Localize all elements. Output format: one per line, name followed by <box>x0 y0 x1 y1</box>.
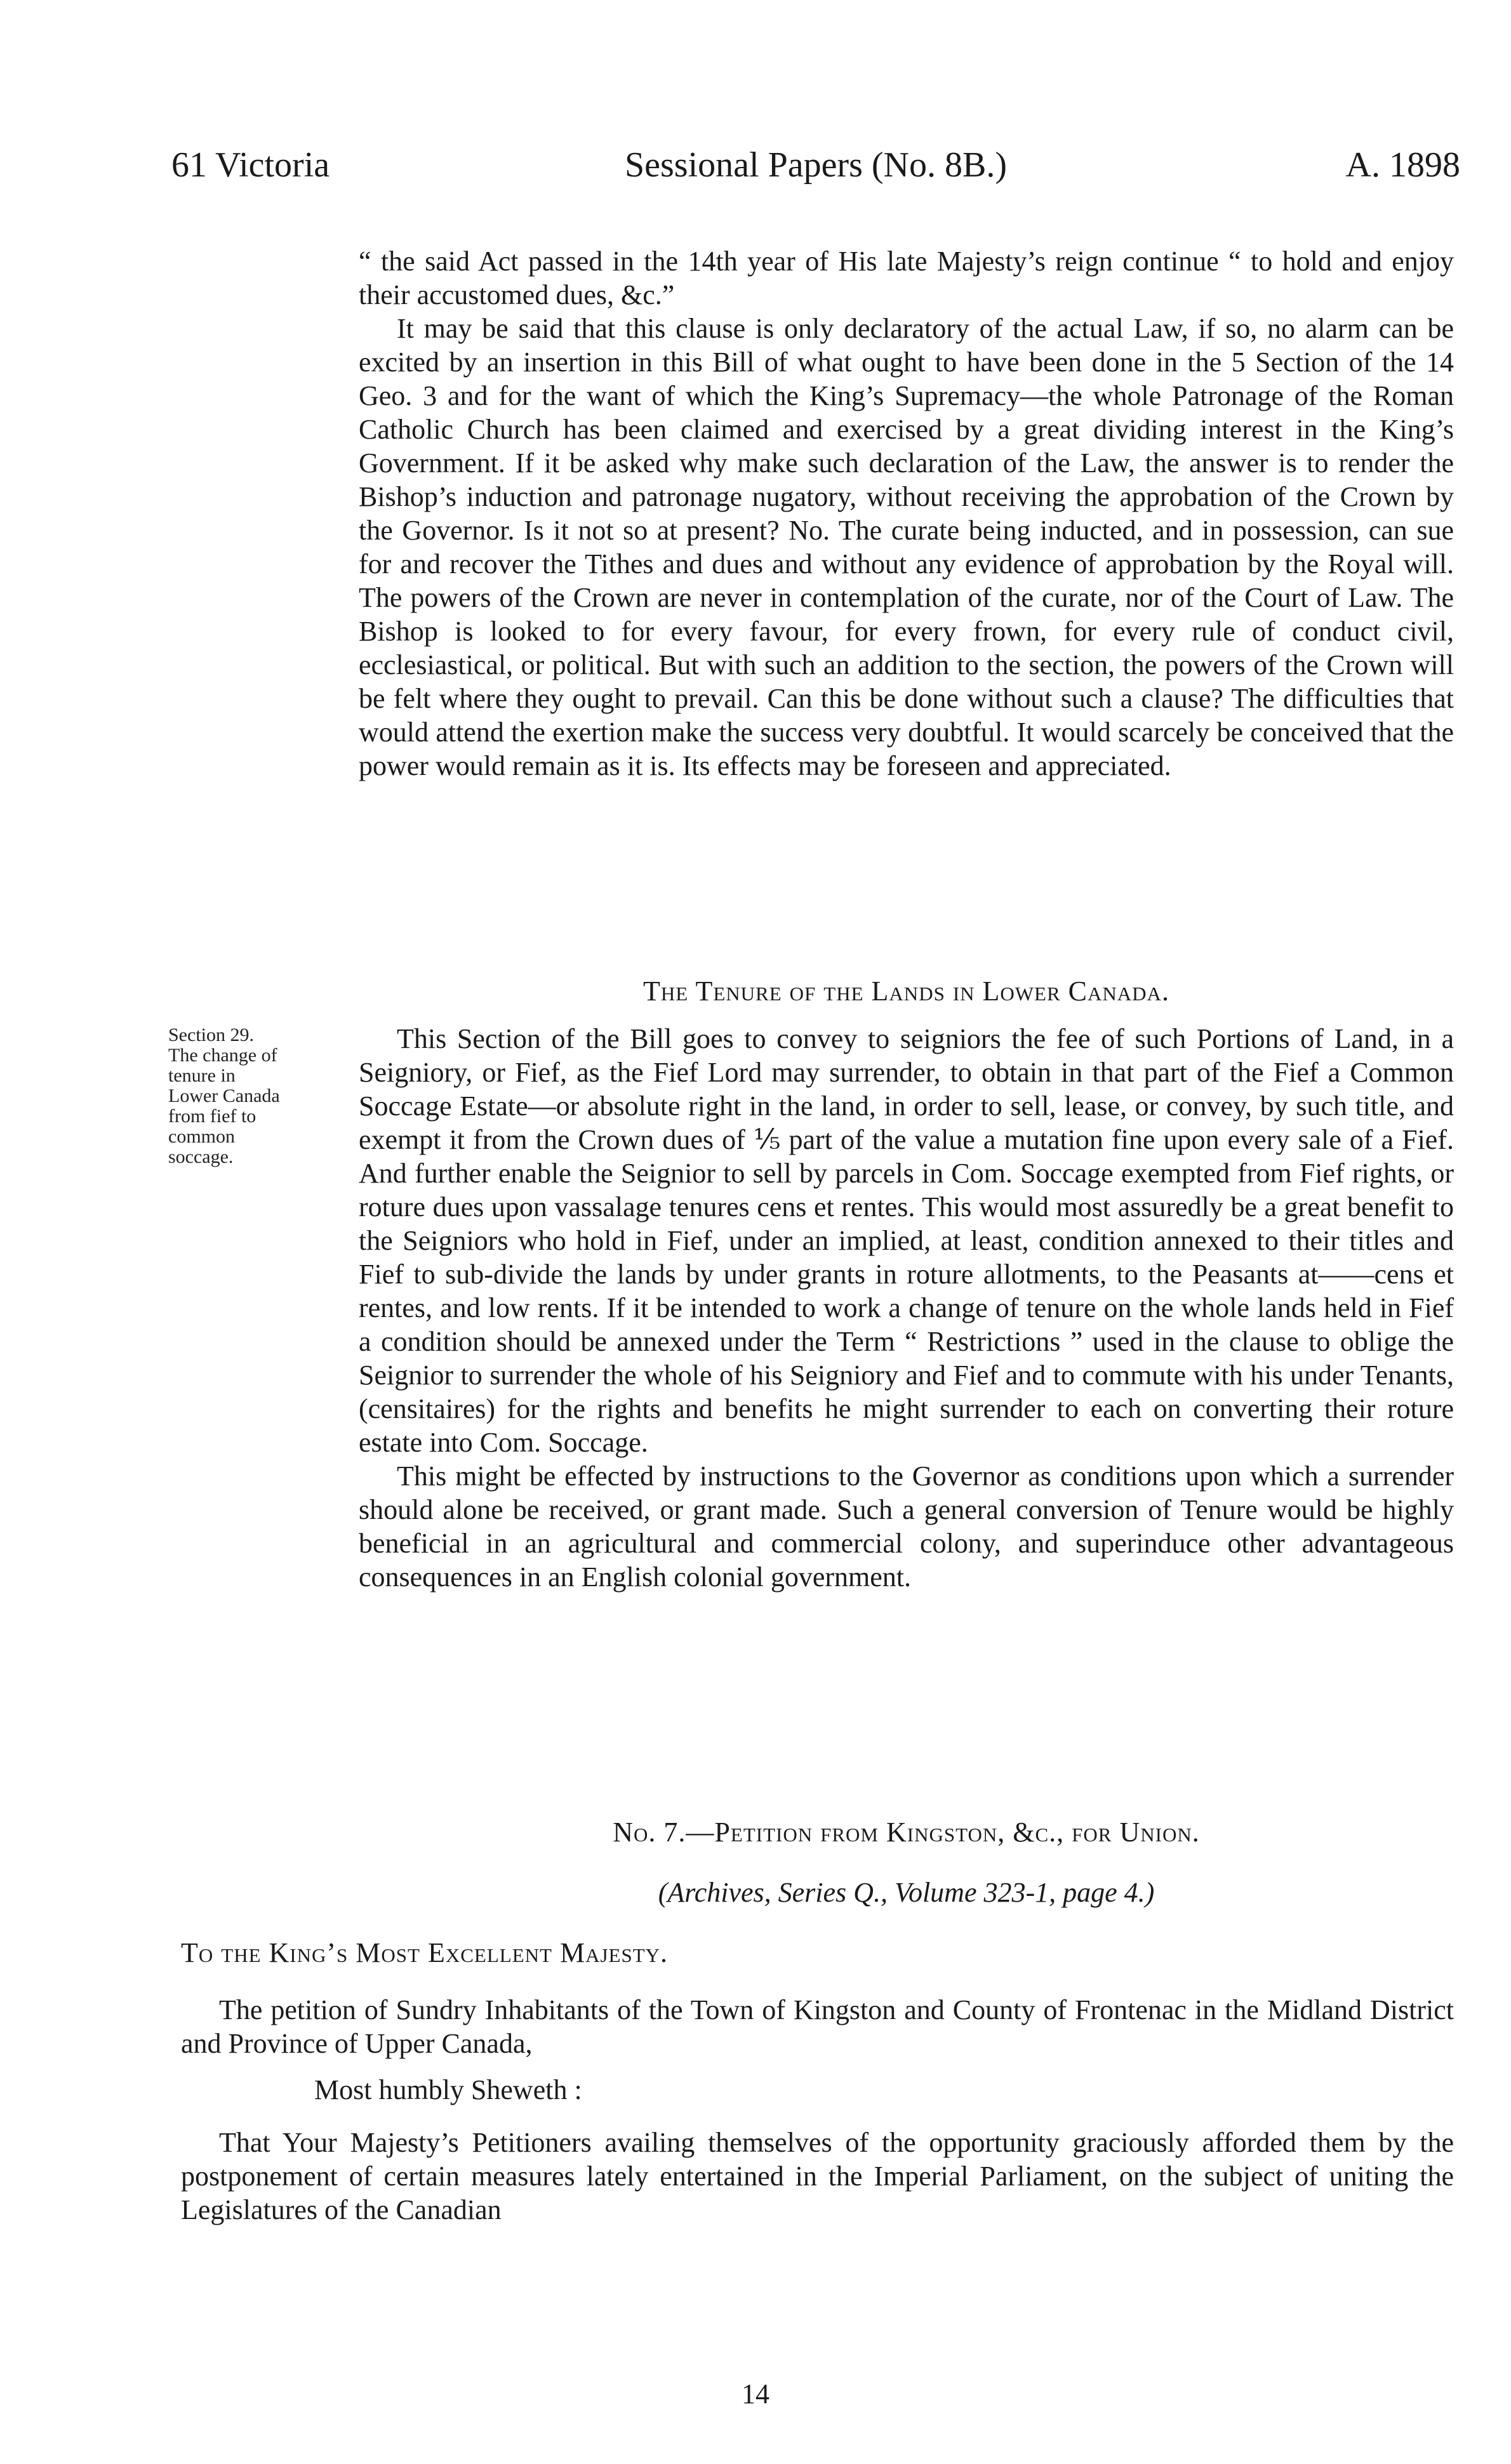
section-a <box>359 244 1454 783</box>
margin-note-line: The change of <box>168 1045 277 1066</box>
header-right: A. 1898 <box>1345 145 1460 185</box>
petition-body <box>181 1993 1454 2227</box>
page-header <box>171 136 1460 194</box>
margin-note-line: Lower Canada <box>168 1085 280 1106</box>
margin-note-line: Section 29. <box>168 1024 254 1045</box>
header-center: Sessional Papers (No. 8B.) <box>625 145 1007 185</box>
margin-note-line: tenure in <box>168 1065 236 1086</box>
address-line: To the King’s Most Excellent Majesty. <box>181 1937 669 1968</box>
margin-note <box>168 1025 359 1167</box>
section-b <box>359 1022 1454 1594</box>
margin-note-line: soccage. <box>168 1146 234 1167</box>
tenure-heading: The Tenure of the Lands in Lower Canada. <box>643 976 1169 1007</box>
quote-paragraph: “ the said Act passed in the 14th year of His late Majesty’s reign continue “ to hold and enjoy their accustomed dues, &c.” <box>359 246 1454 310</box>
declaratory-paragraph: It may be said that this clause is only declaratory of the actual Law, if so, no alarm can be excited by an insertion in this Bill of what ought to have been done in the 5 Section of the 14 Geo. 3 and for the want of which the King’s Supremacy—the whole Patronage of the Roman Catholic Church has been claimed and exercised by a great dividing interest in the King’s Government. If it be asked why make such declaration of the Law, the answer is to render the Bishop’s induction and patronage nugatory, without receiving the approbation of the Crown by the Governor. Is it not so at present? No. The curate being inducted, and in possession, can sue for and recover the Tithes and dues and without any evidence of approbation by the Royal will. The powers of the Crown are never in contemplation of the curate, nor of the Court of Law. The Bishop is looked to for every favour, for every frown, for every rule of conduct civil, ecclesiastical, or political. But with such an addition to the section, the powers of the Crown will be felt where they ought to prevail. Can this be done without such a clause? The difficulties that would attend the exertion make the success very doubtful. It would scarcely be conceived that the power would remain as it is. Its effects may be foreseen and appreciated. <box>359 313 1454 781</box>
header-left: 61 Victoria <box>171 145 330 185</box>
petition-intro: The petition of Sundry Inhabitants of the Town of Kingston and County of Frontenac in the Midland District and Province of Upper Canada, <box>181 1994 1454 2059</box>
margin-note-line: from fief to <box>168 1106 256 1127</box>
petition-heading: No. 7.—Petition from Kingston, &c., for Union. <box>613 1817 1200 1848</box>
sheweth-line: Most humbly Sheweth : <box>314 2074 582 2105</box>
petition-paragraph: That Your Majesty’s Petitioners availing themselves of the opportunity graciously afforded them by the postponement of certain measures lately entertained in the Imperial Parliament, on the subject of uniting the Legislatures of the Canadian <box>181 2127 1454 2225</box>
conversion-paragraph: This might be effected by instructions to the Governor as conditions upon which a surrender should alone be received, or grant made. Such a general conversion of Tenure would be highly beneficial in an agricultural and commercial colony, and superinduce other advantageous consequences in an English colonial government. <box>359 1461 1454 1593</box>
page-number: 14 <box>742 2378 769 2409</box>
margin-note-line: common <box>168 1126 235 1147</box>
section-29-paragraph: This Section of the Bill goes to convey to seigniors the fee of such Portions of Land, in a Seigniory, or Fief, as the Fief Lord may surrender, to obtain in that part of the Fief a Common Soccage Estate—or absolute right in the land, in order to sell, lease, or convey, by such title, and exempt it from the Crown dues of ⅕ part of the value a mutation fine upon every sale of a Fief. And further enable the Seignior to sell by parcels in Com. Soccage exempted from Fief rights, or roture dues upon vassalage tenures cens et rentes. This would most assuredly be a great benefit to the Seigniors who hold in Fief, under an implied, at least, condition annexed to their titles and Fief to sub-divide the lands by under grants in roture allotments, to the Peasants at——cens et rentes, and low rents. If it be intended to work a change of tenure on the whole lands held in Fief a condition should be annexed under the Term “ Restrictions ” used in the clause to oblige the Seignior to surrender the whole of his Seigniory and Fief and to commute with his under Tenants, (censitaires) for the rights and benefits he might surrender to each on converting their roture estate into Com. Soccage. <box>359 1023 1454 1458</box>
archive-reference: (Archives, Series Q., Volume 323-1, page 4.) <box>658 1877 1155 1908</box>
